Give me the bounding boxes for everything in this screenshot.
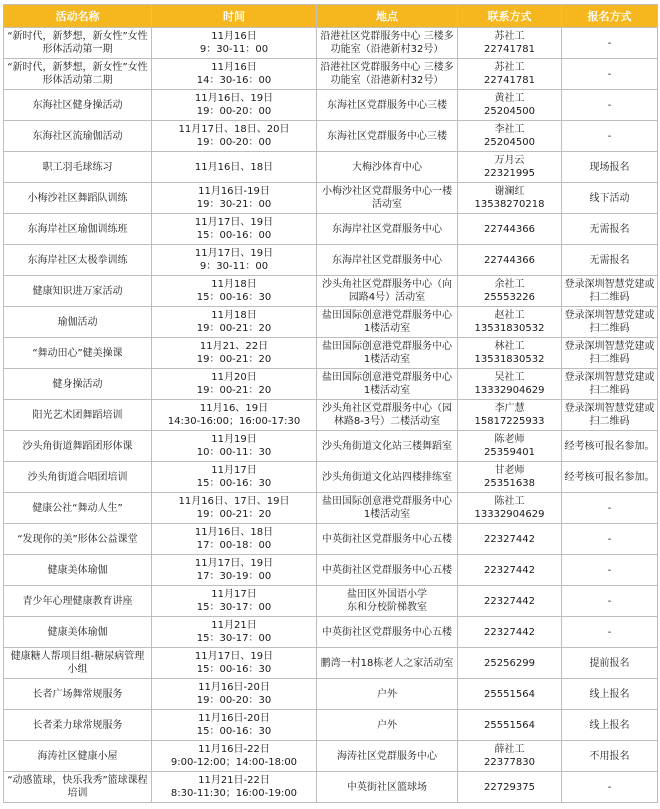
activity-signup-cell: 无需报名 [562,214,658,245]
column-header-place: 地点 [317,5,458,28]
activity-time-cell: 11月17日、19日 17：30-19：00 [152,555,317,586]
activity-place-cell: 海涛社区党群服务中心 [317,741,458,772]
activity-place-cell: 盐田国际创意港党群服务中心1楼活动室 [317,307,458,338]
activity-contact-cell: 22327442 [458,586,562,617]
activity-place-cell: 中英街社区党群服务中心五楼 [317,555,458,586]
activity-time-cell: 11月17日 15：30-17：00 [152,586,317,617]
activity-name-cell: 健身操活动 [4,369,152,400]
column-header-name: 活动名称 [4,5,152,28]
activity-signup-cell: 经考核可报名参加。 [562,462,658,493]
activity-contact-cell: 李广慧 15817225933 [458,400,562,431]
activity-name-cell: 小梅沙社区舞蹈队训练 [4,183,152,214]
activity-time-cell: 11月17日、19日 9：30-11：00 [152,245,317,276]
activity-contact-cell: 赵社工 13531830532 [458,307,562,338]
table-row [4,307,658,338]
activity-name-cell: 瑜伽活动 [4,307,152,338]
column-header-signup: 报名方式 [562,5,658,28]
activity-time-cell: 11月16日、17日、19日 19：00-21：20 [152,493,317,524]
table-row [4,400,658,431]
activity-name-cell: 长者柔力球常规服务 [4,710,152,741]
activity-place-cell: 盐田区外国语小学 东和分校阶梯教室 [317,586,458,617]
activity-signup-cell: 线上报名 [562,679,658,710]
table-row [4,617,658,648]
activity-name-cell: “舞动田心”健美操课 [4,338,152,369]
activity-time-cell: 11月16日-22日 9:00-12:00；14:00-18:00 [152,741,317,772]
activity-place-cell: 户外 [317,710,458,741]
table-row [4,772,658,803]
activity-place-cell: 小梅沙社区党群服务中心一楼活动室 [317,183,458,214]
activity-signup-cell: 登录深圳智慧党建或扫二维码 [562,307,658,338]
activity-name-cell: 青少年心理健康教育讲座 [4,586,152,617]
activity-time-cell: 11月20日 19：00-21：20 [152,369,317,400]
activity-signup-cell: 登录深圳智慧党建或扫二维码 [562,369,658,400]
activity-contact-cell: 吴社工 13332904629 [458,369,562,400]
activity-place-cell: 沿港社区党群服务中心 三楼多功能室（沿港新村32号） [317,59,458,90]
activity-name-cell: 健康公社“舞动人生” [4,493,152,524]
activity-time-cell: 11月16日 14：30-16：00 [152,59,317,90]
activity-place-cell: 户外 [317,679,458,710]
activity-name-cell: 健康美体瑜伽 [4,555,152,586]
activity-signup-cell: 经考核可报名参加。 [562,431,658,462]
activity-place-cell: 盐田国际创意港党群服务中心1楼活动室 [317,338,458,369]
activity-contact-cell: 薛社工 22377830 [458,741,562,772]
activity-place-cell: 盐田国际创意港党群服务中心1楼活动室 [317,369,458,400]
activity-contact-cell: 谢澜红 13538270218 [458,183,562,214]
table-row [4,338,658,369]
activity-contact-cell: 22744366 [458,214,562,245]
table-row [4,183,658,214]
activity-name-cell: 东海社区流瑜伽活动 [4,121,152,152]
activity-contact-cell: 甘老师 25351638 [458,462,562,493]
activity-place-cell: 东海岸社区党群服务中心 [317,245,458,276]
table-row [4,276,658,307]
table-row [4,152,658,183]
activity-name-cell: “动感篮球，快乐我秀”篮球课程培训 [4,772,152,803]
activity-signup-cell: 不用报名 [562,741,658,772]
table-row [4,90,658,121]
activity-contact-cell: 陈老师 25359401 [458,431,562,462]
activity-signup-cell: 无需报名 [562,245,658,276]
activity-name-cell: 东海岸社区太极拳训练 [4,245,152,276]
table-row [4,245,658,276]
activity-contact-cell: 黄社工 25204500 [458,90,562,121]
activity-place-cell: 鹏湾一村18栋老人之家活动室 [317,648,458,679]
activity-name-cell: 健康糖人帮项目组-糖尿病管理小组 [4,648,152,679]
activity-place-cell: 沙头角社区党群服务中心（向园路4号）活动室 [317,276,458,307]
activity-time-cell: 11月17日、19日 15：00-16：00 [152,214,317,245]
activity-place-cell: 大梅沙体育中心 [317,152,458,183]
activity-contact-cell: 22744366 [458,245,562,276]
activity-contact-cell: 22729375 [458,772,562,803]
activity-signup-cell: - [562,121,658,152]
activity-name-cell: 健康知识进万家活动 [4,276,152,307]
activity-name-cell: “发现你的美”形体公益课堂 [4,524,152,555]
table-row [4,121,658,152]
activity-name-cell: 长者广场舞常规服务 [4,679,152,710]
table-row [4,28,658,59]
activity-name-cell: 阳光艺术团舞蹈培训 [4,400,152,431]
activity-contact-cell: 万月云 22321995 [458,152,562,183]
activity-signup-cell: 登录深圳智慧党建或扫二维码 [562,276,658,307]
table-row [4,524,658,555]
activity-name-cell: “新时代，新梦想，新女性”女性形体活动第一期 [4,28,152,59]
activity-place-cell: 沙头角街道文化站三楼舞蹈室 [317,431,458,462]
activity-time-cell: 11月17日、18日、20日 19：00-20：00 [152,121,317,152]
activity-signup-cell: - [562,555,658,586]
activity-time-cell: 11月21日-22日 8:30-11:30；16:00-19:00 [152,772,317,803]
table-row [4,493,658,524]
activity-place-cell: 东海社区党群服务中心三楼 [317,90,458,121]
activity-signup-cell: 登录深圳智慧党建或扫二维码 [562,400,658,431]
activity-place-cell: 沿港社区党群服务中心 三楼多功能室（沿港新村32号） [317,28,458,59]
activity-time-cell: 11月17日 15：00-16：30 [152,462,317,493]
activity-contact-cell: 25256299 [458,648,562,679]
activity-contact-cell: 苏社工 22741781 [458,28,562,59]
activity-signup-cell: 登录深圳智慧党建或扫二维码 [562,338,658,369]
activity-time-cell: 11月16日 9：30-11：00 [152,28,317,59]
activity-time-cell: 11月16日、18日 17：00-18：00 [152,524,317,555]
activity-name-cell: 海涛社区健康小屋 [4,741,152,772]
activity-place-cell: 沙头角社区党群服务中心（园林路8-3号）二楼活动室 [317,400,458,431]
activity-contact-cell: 林社工 13531830532 [458,338,562,369]
activity-time-cell: 11月16日-20日 19：00-20：30 [152,679,317,710]
activity-contact-cell: 22327442 [458,555,562,586]
activity-name-cell: 东海岸社区瑜伽训练班 [4,214,152,245]
activity-contact-cell: 22327442 [458,524,562,555]
activity-place-cell: 中英街社区党群服务中心五楼 [317,524,458,555]
activity-place-cell: 盐田国际创意港党群服务中心1楼活动室 [317,493,458,524]
table-row [4,59,658,90]
activity-time-cell: 11月16日、18日 [152,152,317,183]
activity-signup-cell: 线下活动 [562,183,658,214]
activity-signup-cell: - [562,586,658,617]
activity-name-cell: 健康美体瑜伽 [4,617,152,648]
column-header-time: 时间 [152,5,317,28]
activity-place-cell: 中英街社区篮球场 [317,772,458,803]
table-row [4,214,658,245]
activity-name-cell: 沙头角街道舞蹈团形体课 [4,431,152,462]
activity-time-cell: 11月16日-19日 19：30-21：00 [152,183,317,214]
table-row [4,679,658,710]
table-row [4,586,658,617]
activity-contact-cell: 余社工 25553226 [458,276,562,307]
activity-place-cell: 东海社区党群服务中心三楼 [317,121,458,152]
activity-place-cell: 沙头角街道文化站四楼排练室 [317,462,458,493]
activity-place-cell: 东海岸社区党群服务中心 [317,214,458,245]
activity-signup-cell: 提前报名 [562,648,658,679]
table-row [4,555,658,586]
activity-time-cell: 11月16日-20日 15：00-16：30 [152,710,317,741]
activity-name-cell: 沙头角街道合唱团培训 [4,462,152,493]
activity-time-cell: 11月18日 15：00-16：30 [152,276,317,307]
activity-signup-cell: - [562,90,658,121]
activity-signup-cell: - [562,772,658,803]
activity-schedule-table [3,4,658,803]
column-header-contact: 联系方式 [458,5,562,28]
table-row [4,462,658,493]
activity-signup-cell: - [562,617,658,648]
activity-contact-cell: 25551564 [458,710,562,741]
activity-time-cell: 11月17日、19日 15：00-16：30 [152,648,317,679]
activity-time-cell: 11月16日、19日 19：00-20：00 [152,90,317,121]
activity-signup-cell: - [562,524,658,555]
activity-place-cell: 中英街社区党群服务中心五楼 [317,617,458,648]
activity-contact-cell: 22327442 [458,617,562,648]
activity-contact-cell: 25551564 [458,679,562,710]
activity-signup-cell: - [562,59,658,90]
activity-contact-cell: 陈社工 13332904629 [458,493,562,524]
activity-signup-cell: - [562,493,658,524]
activity-time-cell: 11月21日 15：30-17：00 [152,617,317,648]
activity-name-cell: “新时代，新梦想，新女性”女性形体活动第二期 [4,59,152,90]
table-row [4,648,658,679]
table-row [4,741,658,772]
activity-time-cell: 11月21、22日 19：00-21：20 [152,338,317,369]
activity-name-cell: 职工羽毛球练习 [4,152,152,183]
activity-contact-cell: 苏社工 22741781 [458,59,562,90]
activity-signup-cell: 线上报名 [562,710,658,741]
activity-time-cell: 11月18日 19：00-21：20 [152,307,317,338]
activity-signup-cell: - [562,28,658,59]
table-row [4,431,658,462]
activity-time-cell: 11月19日 10：00-11：30 [152,431,317,462]
table-row [4,710,658,741]
table-row [4,369,658,400]
table-header-row [4,5,658,28]
activity-name-cell: 东海社区健身操活动 [4,90,152,121]
activity-contact-cell: 李社工 25204500 [458,121,562,152]
activity-signup-cell: 现场报名 [562,152,658,183]
activity-time-cell: 11月16、19日 14:30-16:00；16:00-17:30 [152,400,317,431]
